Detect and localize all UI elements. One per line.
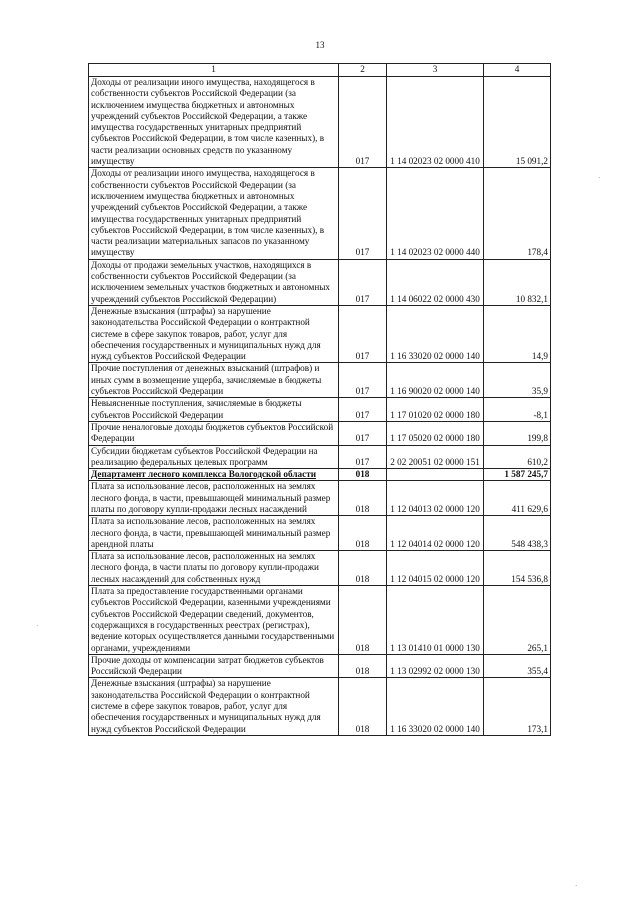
row-budget-code-cell: 1 16 90020 02 0000 140	[387, 363, 484, 398]
row-name-cell: Плата за использование лесов, расположенных на землях лесного фонда, в части платы по договору купли-продажи лесных насаждений для собственных нужд	[89, 551, 339, 586]
row-admin-code-cell: 018	[339, 481, 387, 516]
row-name-cell: Плата за использование лесов, расположенных на землях лесного фонда, в части, превышающей минимальный размер платы по договору купли-продажи лесных насаждений	[89, 481, 339, 516]
row-sum-cell: 610,2	[484, 445, 551, 469]
table-row	[89, 363, 551, 398]
row-budget-code-cell: 1 14 02023 02 0000 410	[387, 77, 484, 168]
row-name-cell: Невыясненные поступления, зачисляемые в бюджеты субъектов Российской Федерации	[89, 398, 339, 422]
row-sum-cell: 548 438,3	[484, 516, 551, 551]
row-admin-code-cell: 018	[339, 469, 387, 481]
table-row	[89, 421, 551, 445]
table-row	[89, 551, 551, 586]
row-name-cell: Субсидии бюджетам субъектов Российской Федерации на реализацию федеральных целевых программ	[89, 445, 339, 469]
row-budget-code-cell: 1 12 04014 02 0000 120	[387, 516, 484, 551]
row-name-cell: Плата за предоставление государственными органами субъектов Российской Федерации, казенными учреждениями субъектов Российской Федерации сведений, документов, содержащихся в государственных реестрах (регистрах), ведение которых осуществляется данными государственными органами, учреждениями	[89, 586, 339, 655]
table-body	[89, 77, 551, 736]
row-budget-code-cell: 1 16 33020 02 0000 140	[387, 305, 484, 362]
row-admin-code-cell: 018	[339, 678, 387, 735]
table-row	[89, 398, 551, 422]
row-name-cell: Плата за использование лесов, расположенных на землях лесного фонда, в части, превышающей минимальный размер арендной платы	[89, 516, 339, 551]
row-admin-code-cell: 017	[339, 168, 387, 259]
row-sum-cell: 1 587 245,7	[484, 469, 551, 481]
row-sum-cell: 35,9	[484, 363, 551, 398]
row-sum-cell: 411 629,6	[484, 481, 551, 516]
row-budget-code-cell: 1 17 05020 02 0000 180	[387, 421, 484, 445]
row-sum-cell: 10 832,1	[484, 259, 551, 305]
row-admin-code-cell: 017	[339, 305, 387, 362]
row-admin-code-cell: 017	[339, 259, 387, 305]
table-header-row	[89, 64, 551, 77]
row-name-cell: Денежные взыскания (штрафы) за нарушение законодательства Российской Федерации о контрактной системе в сфере закупок товаров, работ, услуг для обеспечения государственных и муниципальных нужд для нужд субъектов Российской Федерации	[89, 305, 339, 362]
row-sum-cell: 265,1	[484, 586, 551, 655]
column-header-4: 4	[484, 64, 551, 77]
row-sum-cell: 199,8	[484, 421, 551, 445]
table-row	[89, 259, 551, 305]
row-budget-code-cell: 2 02 20051 02 0000 151	[387, 445, 484, 469]
page-number: 13	[315, 40, 325, 50]
row-budget-code-cell	[387, 469, 484, 481]
row-sum-cell: 154 536,8	[484, 551, 551, 586]
row-sum-cell: 15 091,2	[484, 77, 551, 168]
row-name-cell: Доходы от продажи земельных участков, находящихся в собственности субъектов Российской Федерации (за исключением земельных участков бюджетных и автономных учреждений субъектов Российской Федерации)	[89, 259, 339, 305]
row-admin-code-cell: 017	[339, 445, 387, 469]
table-row	[89, 678, 551, 735]
row-sum-cell: 178,4	[484, 168, 551, 259]
margin-mark: ·	[575, 882, 578, 890]
column-header-1: 1	[89, 64, 339, 77]
row-admin-code-cell: 018	[339, 516, 387, 551]
column-header-2: 2	[339, 64, 387, 77]
row-admin-code-cell: 018	[339, 586, 387, 655]
row-name-cell: Денежные взыскания (штрафы) за нарушение законодательства Российской Федерации о контрактной системе в сфере закупок товаров, работ, услуг для обеспечения государственных и муниципальных нужд для нужд субъектов Российской Федерации	[89, 678, 339, 735]
row-name-cell: Департамент лесного комплекса Вологодской области	[89, 469, 339, 481]
row-admin-code-cell: 017	[339, 363, 387, 398]
row-name-cell: Прочие доходы от компенсации затрат бюджетов субъектов Российской Федерации	[89, 654, 339, 678]
row-sum-cell: 355,4	[484, 654, 551, 678]
row-sum-cell: -8,1	[484, 398, 551, 422]
table-row	[89, 168, 551, 259]
table-row	[89, 305, 551, 362]
row-sum-cell: 173,1	[484, 678, 551, 735]
row-budget-code-cell: 1 16 33020 02 0000 140	[387, 678, 484, 735]
row-admin-code-cell: 017	[339, 77, 387, 168]
table-row	[89, 586, 551, 655]
table-row	[89, 654, 551, 678]
table-row	[89, 481, 551, 516]
row-sum-cell: 14,9	[484, 305, 551, 362]
row-name-cell: Прочие неналоговые доходы бюджетов субъектов Российской Федерации	[89, 421, 339, 445]
row-budget-code-cell: 1 13 01410 01 0000 130	[387, 586, 484, 655]
table-row	[89, 77, 551, 168]
row-budget-code-cell: 1 14 02023 02 0000 440	[387, 168, 484, 259]
row-admin-code-cell: 017	[339, 398, 387, 422]
row-budget-code-cell: 1 12 04013 02 0000 120	[387, 481, 484, 516]
row-admin-code-cell: 017	[339, 421, 387, 445]
row-name-cell: Доходы от реализации иного имущества, находящегося в собственности субъектов Российской Федерации (за исключением имущества бюджетных и автономных учреждений субъектов Российской Федерации, а также имущества государственных унитарных предприятий субъектов Российской Федерации, в том числе казенных), в части реализации основных средств по указанному имуществу	[89, 77, 339, 168]
row-name-cell: Доходы от реализации иного имущества, находящегося в собственности субъектов Российской Федерации (за исключением имущества бюджетных и автономных учреждений субъектов Российской Федерации, а также имущества государственных унитарных предприятий субъектов Российской Федерации, в том числе казенных), в части реализации материальных запасов по указанному имуществу	[89, 168, 339, 259]
table-row	[89, 516, 551, 551]
row-budget-code-cell: 1 17 01020 02 0000 180	[387, 398, 484, 422]
row-budget-code-cell: 1 13 02992 02 0000 130	[387, 654, 484, 678]
margin-mark: ·	[36, 622, 39, 630]
row-budget-code-cell: 1 14 06022 02 0000 430	[387, 259, 484, 305]
row-name-cell: Прочие поступления от денежных взысканий (штрафов) и иных сумм в возмещение ущерба, зачисляемые в бюджеты субъектов Российской Федерации	[89, 363, 339, 398]
revenue-table	[88, 63, 551, 736]
column-header-3: 3	[387, 64, 484, 77]
table-row	[89, 445, 551, 469]
margin-mark: ·	[598, 174, 601, 182]
row-admin-code-cell: 018	[339, 551, 387, 586]
row-admin-code-cell: 018	[339, 654, 387, 678]
department-row	[89, 469, 551, 481]
row-budget-code-cell: 1 12 04015 02 0000 120	[387, 551, 484, 586]
